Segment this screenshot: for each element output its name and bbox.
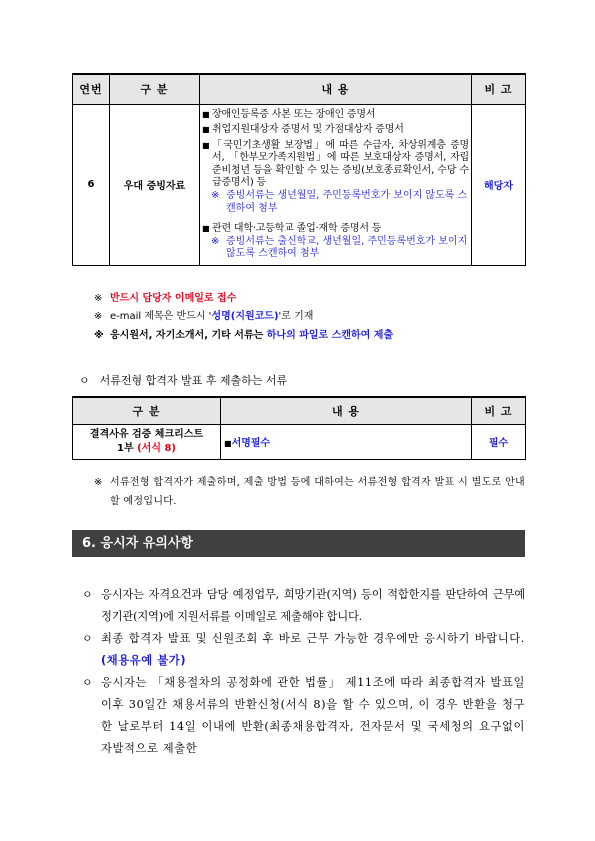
email-title-note	[94, 310, 313, 324]
paragraph	[82, 584, 525, 628]
submission-note	[94, 292, 236, 306]
category-line: 결격사유 검증 체크리스트	[89, 428, 204, 440]
reference-mark-icon: ※	[94, 477, 103, 488]
announcement-note	[94, 473, 525, 511]
item-note	[202, 190, 469, 215]
reference-mark-icon: ※	[94, 311, 103, 322]
header-no: 연번	[73, 74, 110, 104]
row-content	[221, 424, 472, 459]
paragraph-text: 응시자는 「채용절차의 공정화에 관한 법률」 제11조에 따라 최종합격자 발표일 이후 30일간 채용서류의 반환신청(서식 8)을 할 수 있으며, 이 경우 반환을 청구한 날로부터 14일 이내에 반환(최종채용합격자, 전자문서 및 국세청의 요구없이 자발적으로 제출한	[101, 676, 525, 755]
item-text: 관련 대학·고등학교 졸업·재학 증명서 등	[212, 223, 382, 235]
list-item	[202, 124, 469, 137]
list-item	[202, 223, 469, 236]
section-heading	[79, 372, 287, 388]
note-text: 응시원서, 자기소개서, 기타 서류는	[110, 330, 267, 341]
row-category: 우대 증빙자료	[110, 104, 200, 266]
header-category: 구 분	[73, 397, 221, 424]
category-line	[73, 442, 220, 456]
reference-mark-icon: ※	[211, 190, 220, 202]
reference-mark-icon: ※	[94, 293, 103, 304]
paragraph-text: 응시자는 자격요건과 담당 예정업무, 희망기관(지역) 등이 적합한지를 판단하여 근무예정기관(지역)에 지원서류를 이메일로 제출해야 합니다.	[101, 588, 525, 623]
paragraph-text	[101, 628, 525, 672]
post-documents-table	[72, 396, 526, 460]
note-text: 서류전형 합격자가 제출하며, 제출 방법 등에 대하여는 서류전형 합격자 발표 시 별도로 안내할 예정입니다.	[110, 477, 525, 507]
header-remark: 비 고	[472, 397, 526, 424]
row-number: 6	[73, 104, 110, 266]
item-text: 장애인등록증 사본 또는 장애인 증명서	[212, 108, 376, 120]
note-emphasis: 하나의 파일로 스캔하여 제출	[266, 330, 394, 341]
square-bullet-icon: ■	[202, 224, 210, 234]
reference-mark-icon: ※	[211, 235, 220, 247]
header-remark: 비 고	[472, 74, 526, 104]
item-note	[202, 236, 469, 261]
note-text: '로 기재	[278, 311, 314, 322]
paragraph-emphasis: (채용유예 불가)	[101, 654, 187, 667]
circle-bullet-icon: ㅇ	[82, 588, 93, 601]
item-text: 취업지원대상자 증명서 및 가점대상자 증명서	[212, 124, 404, 136]
evidence-table	[72, 73, 526, 266]
note-text: 증빙서류는 생년월일, 주민등록번호가 보이지 않도록 스캔하여 첨부	[226, 190, 468, 214]
row-remark: 필수	[472, 424, 526, 459]
note-text: 반드시 담당자 이메일로 접수	[110, 293, 237, 304]
paragraph	[82, 628, 525, 672]
table-row	[73, 104, 526, 266]
header-content: 내 용	[221, 397, 472, 424]
list-item	[202, 109, 469, 122]
header-content: 내 용	[200, 74, 472, 104]
row-content	[200, 104, 472, 266]
square-bullet-icon: ■	[202, 109, 210, 119]
content-text: 서명필수	[231, 438, 271, 449]
circle-bullet-icon: ㅇ	[79, 374, 90, 387]
paragraph-body: 최종 합격자 발표 및 신원조회 후 바로 근무 가능한 경우에만 응시하기 바랍니다.	[101, 632, 525, 645]
list-item	[202, 140, 469, 190]
header-category: 구 분	[110, 74, 200, 104]
form-reference: (서식 8)	[137, 442, 176, 454]
square-bullet-icon: ■	[202, 140, 210, 150]
scan-note	[94, 329, 393, 343]
table-row	[73, 424, 526, 459]
reference-mark-icon: ※	[94, 330, 104, 341]
note-emphasis: 성명(지원코드)	[211, 311, 279, 322]
square-bullet-icon: ■	[224, 439, 232, 448]
row-category	[73, 424, 221, 459]
row-remark: 해당자	[472, 104, 526, 266]
square-bullet-icon: ■	[202, 125, 210, 135]
circle-bullet-icon: ㅇ	[82, 676, 93, 689]
category-count: 1부	[116, 442, 138, 454]
paragraph	[82, 672, 525, 760]
section-header: 6. 응시자 유의사항	[72, 530, 525, 557]
note-text: e-mail 제목은 반드시 '	[110, 311, 212, 322]
section-title: 서류전형 합격자 발표 후 제출하는 서류	[99, 374, 288, 387]
item-text: 「국민기초생활 보장법」에 따른 수급자, 차상위계층 증명서, 「한부모가족지원법」에 따른 보호대상자 증명서, 자립준비청년 등을 확인할 수 있는 증빙(보호종료확인서, 수당 수급증명서) 등	[212, 139, 469, 189]
circle-bullet-icon: ㅇ	[82, 632, 93, 645]
note-text: 증빙서류는 출신학교, 생년월일, 주민등록번호가 보이지 않도록 스캔하여 첨부	[226, 235, 468, 260]
